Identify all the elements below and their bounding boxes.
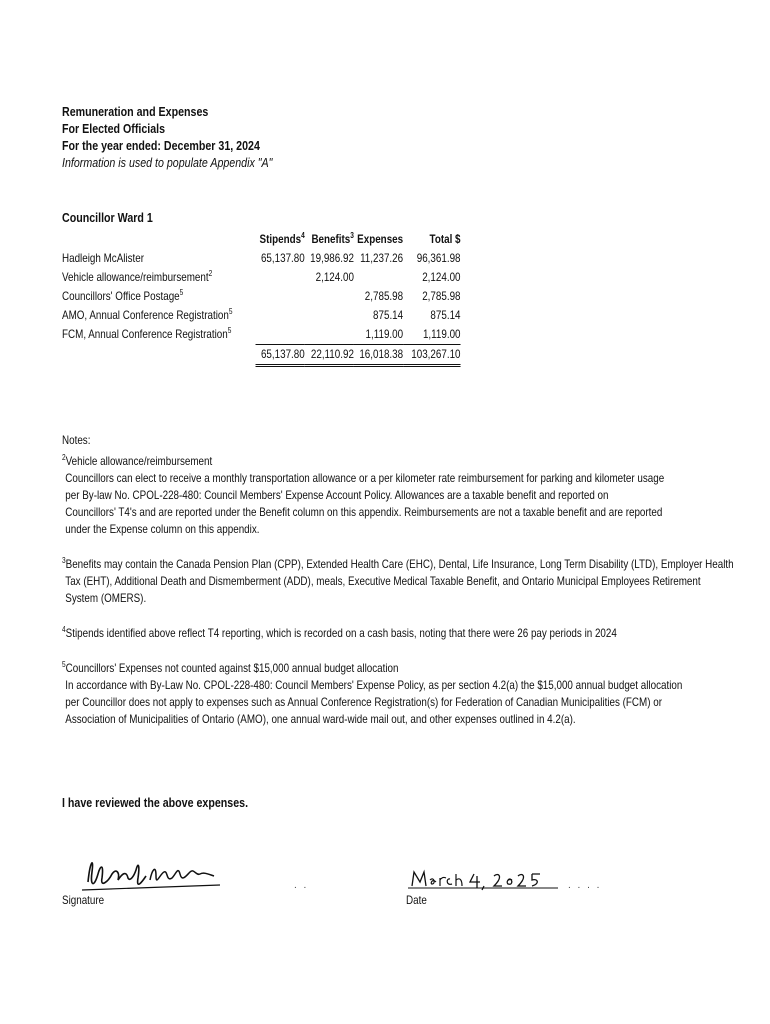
note-title: Councillors' Expenses not counted against $15,000 annual budget allocation [65, 661, 399, 675]
note-vehicle: $^2$Vehicle allowance/reimbursement Councillors can elect to receive a monthly transportation allowance or a per kilometer rate reimbursement for parking and kilometer usage per By-law No. CPOL-228-480: Council Members' Expense Account Policy. Allowances are a taxable benefit and reported on Councillors' T4's and are reported under the Benefit column on this appendix. Reimbursements are not a taxable benefit and are reported under the Expense column on this appendix. [62, 453, 665, 536]
appendix-note: Information is used to populate Appendix "A" [62, 155, 273, 170]
cell-total: 875.14 [430, 308, 461, 322]
column-header-stipends: Stipends$^4$ [259, 231, 305, 246]
cell-total: 2,785.98 [422, 289, 461, 303]
total-benefits: 22,110.92 [305, 345, 354, 366]
handwritten-date [408, 866, 578, 894]
note-title: Benefits may contain the Canada Pension Plan (CPP), Extended Health Care (EHC), Dental, Life Insurance, Long Term Disability (LTD), Employer Health [65, 557, 734, 571]
note-line: per Councillor does not apply to expenses such as Annual Conference Registration(s) for Federation of Canadian Municipalities (FCM) or [65, 695, 663, 709]
row-label: FCM, Annual Conference Registration$^5$ [62, 326, 232, 342]
cell-total: 96,361.98 [416, 251, 461, 265]
cell-stipends [256, 287, 305, 306]
column-header-benefits: Benefits$^3$ [311, 231, 354, 246]
row-label: Councillors' Office Postage$^5$ [62, 288, 184, 303]
row-label: Vehicle allowance/reimbursement$^2$ [62, 269, 213, 284]
table-row [62, 249, 461, 268]
row-label: Hadleigh McAlister [62, 251, 145, 265]
table-row [62, 268, 461, 287]
signature-label: Signature [62, 893, 105, 907]
table-header-row [62, 230, 461, 249]
cell-expenses: 11,237.26 [360, 251, 404, 265]
table-row [62, 306, 461, 325]
total-expenses: 16,018.38 [354, 345, 403, 366]
note-stipends: $^4$Stipends identified above reflect T4 reporting, which is recorded on a cash basis, noting that there were 26 pay periods in 2024 [62, 625, 617, 640]
date-label: Date [406, 893, 427, 907]
column-header-total: Total $ [429, 232, 461, 246]
cell-expenses: 875.14 [373, 308, 404, 322]
cell-expenses: 2,785.98 [364, 289, 404, 303]
notes-section [62, 432, 734, 728]
column-header-expenses: Expenses [357, 232, 404, 246]
table-row [62, 325, 461, 345]
cell-benefits [305, 306, 354, 325]
note-line: System (OMERS). [65, 591, 147, 605]
note-title: Vehicle allowance/reimbursement [65, 454, 213, 468]
note-line: In accordance with By-Law No. CPOL-228-480: Council Members' Expense Policy, as per section 4.2(a) the $15,000 annual budget allocation [65, 678, 683, 692]
cell-benefits: 19,986.92 [310, 251, 354, 265]
cell-expenses [354, 268, 403, 287]
cell-stipends [256, 325, 305, 345]
note-line: under the Expense column on this appendix. [65, 522, 260, 536]
cell-benefits [305, 287, 354, 306]
note-line: Councillors' T4's and are reported under the Benefit column on this appendix. Reimbursements are not a taxable benefit and are reported [65, 505, 663, 519]
note-line: Tax (EHT), Additional Death and Dismemberment (ADD), meals, Executive Medical Taxable Benefit, and Ontario Municipal Employees Retirement [65, 574, 701, 588]
document-subtitle: For Elected Officials [62, 121, 166, 136]
section-title: Councillor Ward 1 [62, 210, 153, 225]
review-statement: I have reviewed the above expenses. [62, 795, 249, 810]
note-title: Stipends identified above reflect T4 reporting, which is recorded on a cash basis, noting that there were 26 pay periods in 2024 [65, 626, 617, 640]
cell-total: 2,124.00 [422, 270, 461, 284]
cell-benefits: 2,124.00 [315, 270, 354, 284]
table-row [62, 287, 461, 306]
reporting-period: For the year ended: December 31, 2024 [62, 138, 260, 153]
totals-row [62, 345, 461, 366]
grand-total: 103,267.10 [403, 345, 460, 366]
document-title: Remuneration and Expenses [62, 104, 209, 119]
cell-stipends [256, 268, 305, 287]
note-line: Association of Municipalities of Ontario (AMO), one annual ward-wide mail out, and other expenses outlined in 4.2(a). [65, 712, 576, 726]
total-stipends: 65,137.80 [256, 345, 305, 366]
expenses-table [62, 230, 461, 367]
note-line: Councillors can elect to receive a monthly transportation allowance or a per kilometer rate reimbursement for parking and kilometer usage [65, 471, 665, 485]
cell-expenses: 1,119.00 [365, 327, 404, 341]
note-line: per By-law No. CPOL-228-480: Council Members' Expense Account Policy. Allowances are a taxable benefit and reported on [65, 488, 609, 502]
cell-total: 1,119.00 [422, 327, 461, 341]
document-page: Remuneration and Expenses For Elected Officials For the year ended: December 31, 2024 Information is used to populate Appendix "A" Councillor Ward 1 Stipends$^4$ Benefits$^3$ Expenses Total $ Hadleigh McAlister 65,137.80 19,986.92 11,237.26 96,361.98 Vehicle allowance/reimbursement$^2$ 2,124.00 2,124.00 Councillors' Office Postage$^5$ 2,785.98 2,785.98 AMO, Annual Conference Registration$^5$ 875.14 875.14 FCM, Annual Conference Registration$^5$ 1,119.00 1,119.00 65,137.80 22,110.92 16,018.38 103,267.10 Notes: $^2$Vehicle allowance/reimbursement Councillors can elect to receive a monthly transportation allowance or a per kilometer rate reimbursement for parking and kilometer usage per By-law No. CPOL-228-480: Council Members' Expense Account Policy. Allowances are a taxable benefit and reported on Councillors' T4's and are reported under the Benefit column on this appendix. Reimbursements are not a taxable benefit and are reported under the Expense column on this appendix. $^3$Benefits may contain the Canada Pension Plan (CPP), Extended Health Care (EHC), Dental, Life Insurance, Long Term Disability (LTD), Employer Health Tax (EHT), Additional Death and Dismemberment (ADD), meals, Executive Medical Taxable Benefit, and Ontario Municipal Employees Retirement System (OMERS). $^4$Stipends identified above reflect T4 reporting, which is recorded on a cash basis, noting that there were 26 pay periods in 2024 $^5$Councillors' Expenses not counted against $15,000 annual budget allocation In accordance with By-Law No. CPOL-228-480: Council Members' Expense Policy, as per section 4.2(a) the $15,000 annual budget allocation per Councillor does not apply to expenses such as Annual Conference Registration(s) for Federation of Canadian Municipalities (FCM) or Association of Municipalities of Ontario (AMO), one annual ward-wide mail out, and other expenses outlined in 4.2(a). I have reviewed the above expenses. . . . . . . Signature Date [62, 104, 734, 907]
cell-benefits [305, 325, 354, 345]
cell-stipends: 65,137.80 [260, 251, 305, 265]
cell-stipends [256, 306, 305, 325]
notes-heading: Notes: [62, 433, 91, 447]
row-label: AMO, Annual Conference Registration$^5$ [62, 307, 233, 322]
handwritten-signature [80, 852, 230, 897]
note-expenses-allocation: $^5$Councillors' Expenses not counted against $15,000 annual budget allocation In accordance with By-Law No. CPOL-228-480: Council Members' Expense Policy, as per section 4.2(a) the $15,000 annual budget allocation per Councillor does not apply to expenses such as Annual Conference Registration(s) for Federation of Canadian Municipalities (FCM) or Association of Municipalities of Ontario (AMO), one annual ward-wide mail out, and other expenses outlined in 4.2(a). [62, 660, 683, 726]
note-benefits: $^3$Benefits may contain the Canada Pension Plan (CPP), Extended Health Care (EHC), Dental, Life Insurance, Long Term Disability (LTD), Employer Health Tax (EHT), Additional Death and Dismemberment (ADD), meals, Executive Medical Taxable Benefit, and Ontario Municipal Employees Retirement System (OMERS). [62, 556, 734, 605]
